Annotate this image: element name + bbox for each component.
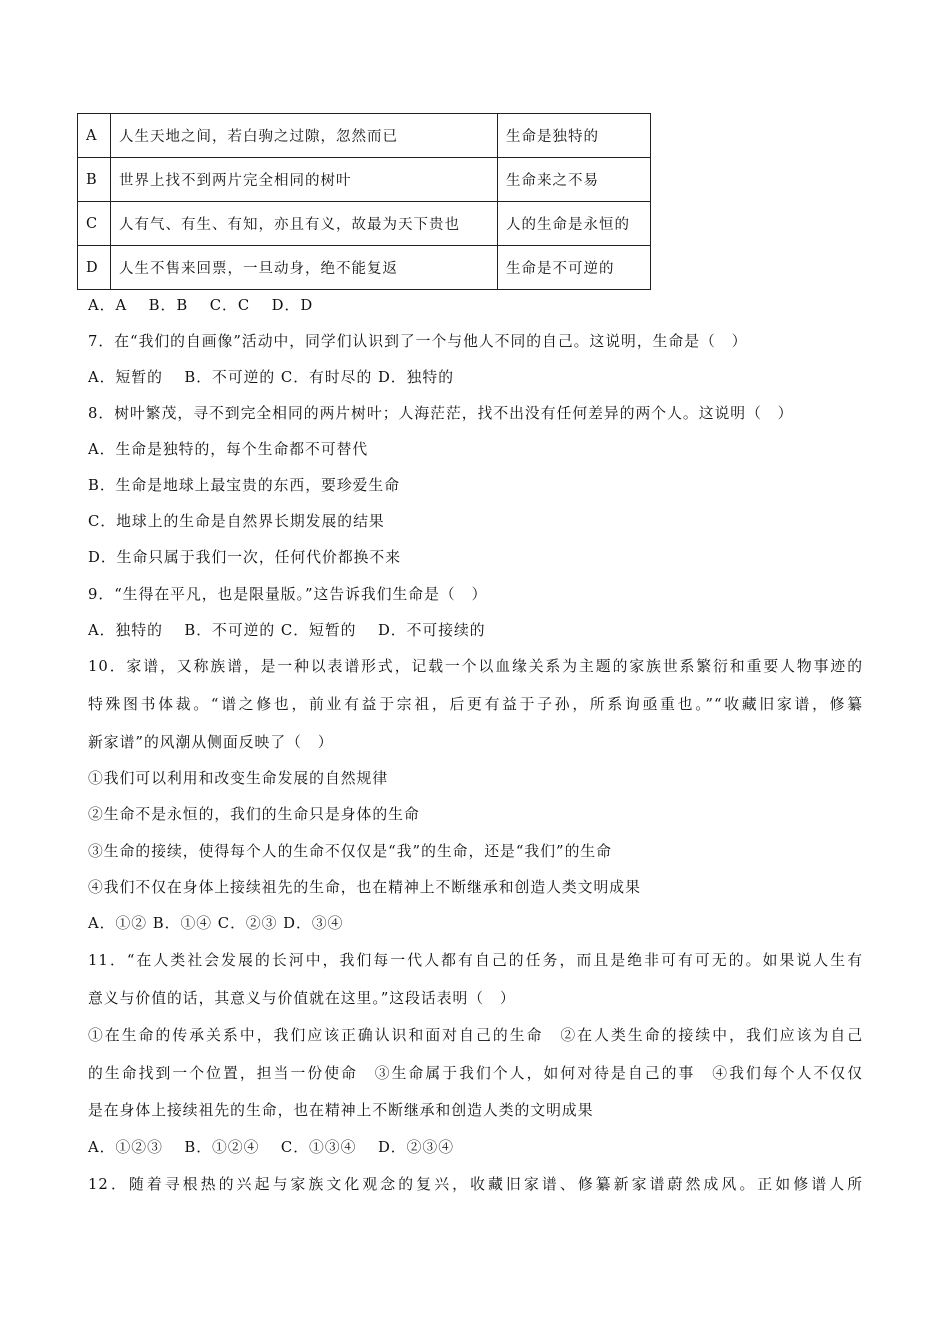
question-10-line-3: 新家谱”的风潮从侧面反映了（ ）: [88, 734, 334, 751]
table-row: [78, 114, 651, 158]
question-8: 8．树叶繁茂，寻不到完全相同的两片树叶；人海茫茫，找不出没有任何差异的两个人。这说明（ ）: [88, 405, 794, 422]
statements-q11-line-1: ①在生命的传承关系中，我们应该正确认识和面对自己的生命 ②在人类生命的接续中，我们应该为自己: [88, 1027, 863, 1044]
statement-4-q10: ④我们不仅在身体上接续祖先的生命，也在精神上不断继承和创造人类文明成果: [88, 879, 641, 896]
option-letter: C: [78, 202, 111, 246]
answer-options-q7: A．短暂的 B．不可逆的 C．有时尽的 D．独特的: [88, 369, 454, 386]
statements-q11-line-3: 是在身体上接续祖先的生命，也在精神上不断继承和创造人类的文明成果: [88, 1102, 594, 1119]
option-quote: 人有气、有生、有知，亦且有义，故最为天下贵也: [111, 202, 498, 246]
option-quote: 人生天地之间，若白驹之过隙，忽然而已: [111, 114, 498, 158]
table-row: [78, 202, 651, 246]
option-meaning: 生命来之不易: [498, 158, 651, 202]
option-c-q8: C．地球上的生命是自然界长期发展的结果: [88, 513, 385, 530]
option-letter: B: [78, 158, 111, 202]
option-quote: 人生不售来回票，一旦动身，绝不能复返: [111, 246, 498, 290]
option-quote: 世界上找不到两片完全相同的树叶: [111, 158, 498, 202]
question-12-line-1: 12．随着寻根热的兴起与家族文化观念的复兴，收藏旧家谱、修纂新家谱蔚然成风。正如修谱人所: [88, 1176, 863, 1193]
option-a-q8: A．生命是独特的，每个生命都不可替代: [88, 441, 369, 458]
option-d-q8: D．生命只属于我们一次，任何代价都换不来: [88, 549, 402, 566]
option-meaning: 生命是不可逆的: [498, 246, 651, 290]
question-9: 9．“生得在平凡，也是限量版。”这告诉我们生命是（ ）: [88, 586, 488, 603]
answer-options-q6: A．A B．B C．C D．D: [88, 297, 314, 314]
table-row: [78, 246, 651, 290]
table-row: [78, 158, 651, 202]
question-10-line-1: 10．家谱，又称族谱，是一种以表谱形式，记载一个以血缘关系为主题的家族世系繁衍和重要人物事迹的: [88, 658, 863, 675]
question-7: 7．在“我们的自画像”活动中，同学们认识到了一个与他人不同的自己。这说明，生命是（ ）: [88, 333, 748, 350]
answer-options-q9: A．独特的 B．不可逆的 C．短暂的 D．不可接续的: [88, 622, 486, 639]
options-table: [77, 113, 651, 290]
question-11-line-1: 11．“在人类社会发展的长河中，我们每一代人都有自己的任务，而且是绝非可有可无的。如果说人生有: [88, 952, 863, 969]
option-b-q8: B．生命是地球上最宝贵的东西，要珍爱生命: [88, 477, 401, 494]
statement-1-q10: ①我们可以利用和改变生命发展的自然规律: [88, 770, 389, 787]
answer-options-q11: A．①②③ B．①②④ C．①③④ D．②③④: [88, 1139, 454, 1156]
option-letter: A: [78, 114, 111, 158]
statement-3-q10: ③生命的接续，使得每个人的生命不仅仅是“我”的生命，还是“我们”的生命: [88, 843, 612, 860]
answer-options-q10: A．①② B．①④ C．②③ D．③④: [88, 915, 344, 932]
option-meaning: 人的生命是永恒的: [498, 202, 651, 246]
option-meaning: 生命是独特的: [498, 114, 651, 158]
statements-q11-line-2: 的生命找到一个位置，担当一份使命 ③生命属于我们个人，如何对待是自己的事 ④我们每个人不仅仅: [88, 1065, 863, 1082]
option-letter: D: [78, 246, 111, 290]
question-11-line-2: 意义与价值的话，其意义与价值就在这里。”这段话表明（ ）: [88, 990, 516, 1007]
question-10-line-2: 特殊图书体裁。“谱之修也，前业有益于宗祖，后更有益于子孙，所系询亟重也。”“收藏旧家谱，修纂: [88, 696, 863, 713]
statement-2-q10: ②生命不是永恒的，我们的生命只是身体的生命: [88, 806, 420, 823]
